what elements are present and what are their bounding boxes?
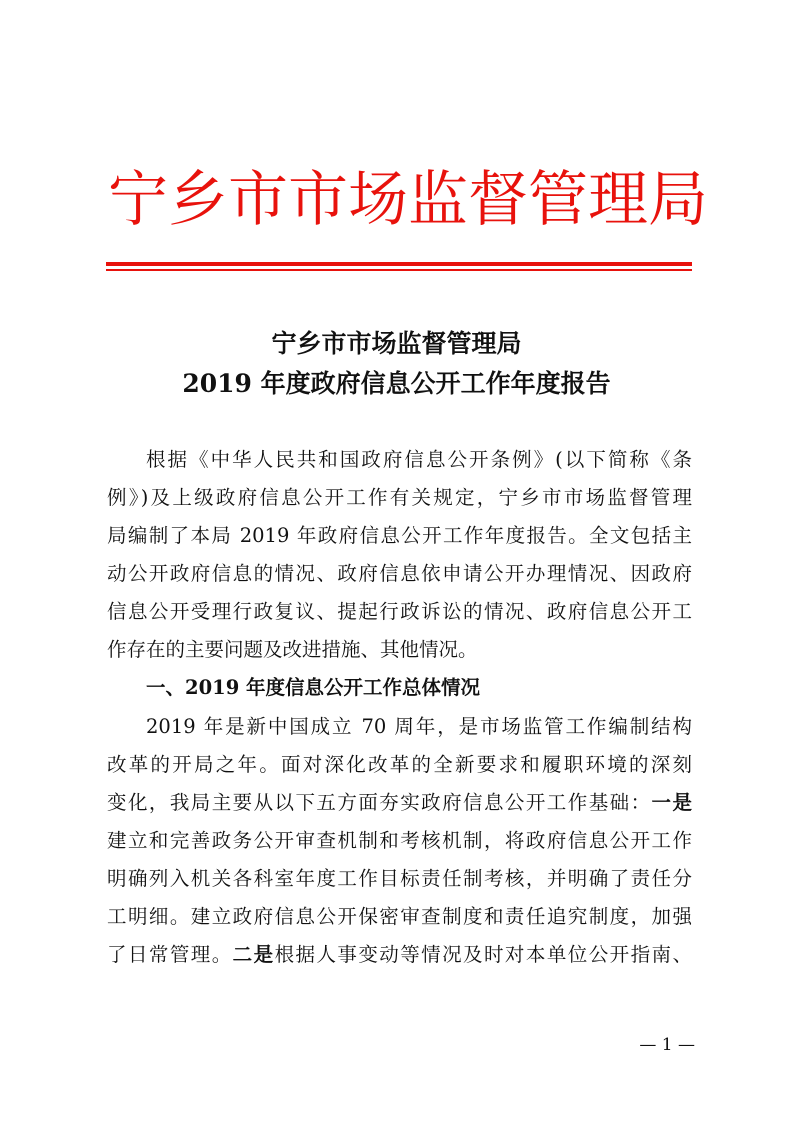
intro-line: 根据《中华人民共和国政府信息公开条例》(以下简称《条 <box>146 448 692 471</box>
masthead-char: 管 <box>528 165 588 235</box>
intro-line: 动公开政府信息的情况、政府信息依申请公开办理情况、因政府 <box>107 562 692 585</box>
intro-line: 作存在的主要问题及改进措施、其他情况。 <box>107 638 478 661</box>
body-line: 明确列入机关各科室年度工作目标责任制考核，并明确了责任分 <box>107 867 692 890</box>
body-line: 建立和完善政务公开审查机制和考核机制，将政府信息公开工作 <box>107 829 692 852</box>
intro-line: 例》)及上级政府信息公开工作有关规定，宁乡市市场监督管理 <box>107 486 692 509</box>
emphasis-text: 一是 <box>651 791 692 814</box>
masthead-char: 督 <box>468 165 528 235</box>
body-line <box>107 939 692 971</box>
masthead-char: 乡 <box>168 165 228 235</box>
intro-line: 信息公开受理行政复议、提起行政诉讼的情况、政府信息公开工 <box>107 600 692 623</box>
masthead-char: 宁 <box>108 165 168 235</box>
masthead-char: 局 <box>648 165 708 235</box>
body-line: 2019 年是新中国成立 70 周年，是市场监管工作编制结构 <box>146 715 692 738</box>
intro-line: 局编制了本局 2019 年政府信息公开工作年度报告。全文包括主 <box>107 524 692 547</box>
body-text: 了日常管理。 <box>107 943 233 966</box>
body-line <box>107 787 692 819</box>
emphasis-text: 二是 <box>232 943 275 966</box>
masthead-char: 监 <box>408 165 468 235</box>
report-title-line-1: 宁乡市市场监督管理局 <box>271 329 522 358</box>
body-line: 工明细。建立政府信息公开保密审查制度和责任追究制度，加强 <box>107 905 692 928</box>
masthead-char: 市 <box>228 165 288 235</box>
body-line: 改革的开局之年。面对深化改革的全新要求和履职环境的深刻 <box>107 753 692 776</box>
report-title-line-2: 2019 年度政府信息公开工作年度报告 <box>182 369 611 398</box>
page-number: — 1 — <box>639 1035 695 1055</box>
body-text: 变化，我局主要从以下五方面夯实政府信息公开工作基础： <box>107 791 652 814</box>
masthead-rule-thin <box>106 269 692 271</box>
masthead-char: 场 <box>348 165 408 235</box>
body-text: 根据人事变动等情况及时对本单位公开指南、 <box>274 943 692 966</box>
masthead-char: 市 <box>288 165 348 235</box>
section-heading: 一、2019 年度信息公开工作总体情况 <box>146 676 481 699</box>
masthead-rule-thick <box>106 262 692 266</box>
masthead-char: 理 <box>588 165 648 235</box>
masthead-title <box>108 160 708 240</box>
